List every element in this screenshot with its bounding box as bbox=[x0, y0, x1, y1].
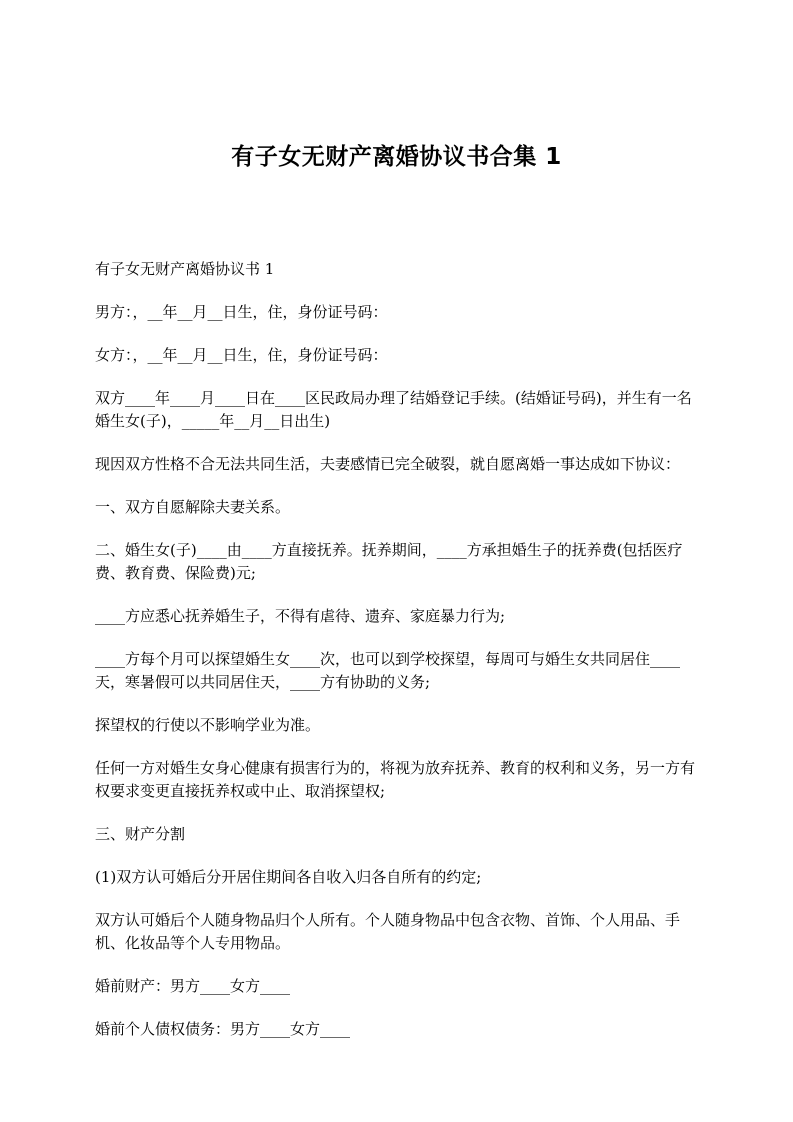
paragraph-visitation-limit: 探望权的行使以不影响学业为准。 bbox=[95, 716, 321, 734]
document-body bbox=[95, 258, 700, 1061]
paragraph-clause-3: 三、财产分割 bbox=[95, 825, 186, 843]
paragraph-premarital-property: 婚前财产：男方____女方____ bbox=[95, 977, 291, 995]
paragraph-harm-clause: 任何一方对婚生女身心健康有损害行为的，将视为放弃抚养、教育的权利和义务，另一方有权要求变更直接抚养权或中止、取消探望权; bbox=[95, 759, 696, 800]
paragraph-female-party: 女方：，__年__月__日生，住，身份证号码： bbox=[95, 346, 388, 364]
paragraph-clause-1: 一、双方自愿解除夫妻关系。 bbox=[95, 498, 291, 516]
paragraph-personal-items: 双方认可婚后个人随身物品归个人所有。个人随身物品中包含衣物、首饰、个人用品、手机、化妆品等个人专用物品。 bbox=[95, 911, 681, 952]
document-title: 有子女无财产离婚协议书合集 1 bbox=[231, 144, 562, 170]
paragraph-care-duty: ____方应悉心抚养婚生子，不得有虐待、遗弃、家庭暴力行为; bbox=[95, 607, 506, 625]
paragraph-premarital-debts: 婚前个人债权债务：男方____女方____ bbox=[95, 1020, 351, 1038]
section-heading: 有子女无财产离婚协议书 1 bbox=[95, 260, 275, 278]
paragraph-visitation: ____方每个月可以探望婚生女____次，也可以到学校探望，每周可与婚生女共同居住____天，寒暑假可以共同居住天，____方有协助的义务; bbox=[95, 650, 681, 691]
paragraph-divorce-reason: 现因双方性格不合无法共同生活，夫妻感情已完全破裂，就自愿离婚一事达成如下协议： bbox=[95, 455, 681, 473]
paragraph-clause-2: 二、婚生女(子)____由____方直接抚养。抚养期间，____方承担婚生子的抚养费(包括医疗费、教育费、保险费)元; bbox=[95, 541, 683, 582]
paragraph-marriage-registration: 双方____年____月____日在____区民政局办理了结婚登记手续。(结婚证号码)，并生有一名婚生女(子)，_____年__月__日出生) bbox=[95, 389, 692, 430]
paragraph-male-party: 男方：，__年__月__日生，住，身份证号码： bbox=[95, 303, 388, 321]
paragraph-income-agreement: (1)双方认可婚后分开居住期间各自收入归各自所有的约定; bbox=[95, 868, 482, 886]
